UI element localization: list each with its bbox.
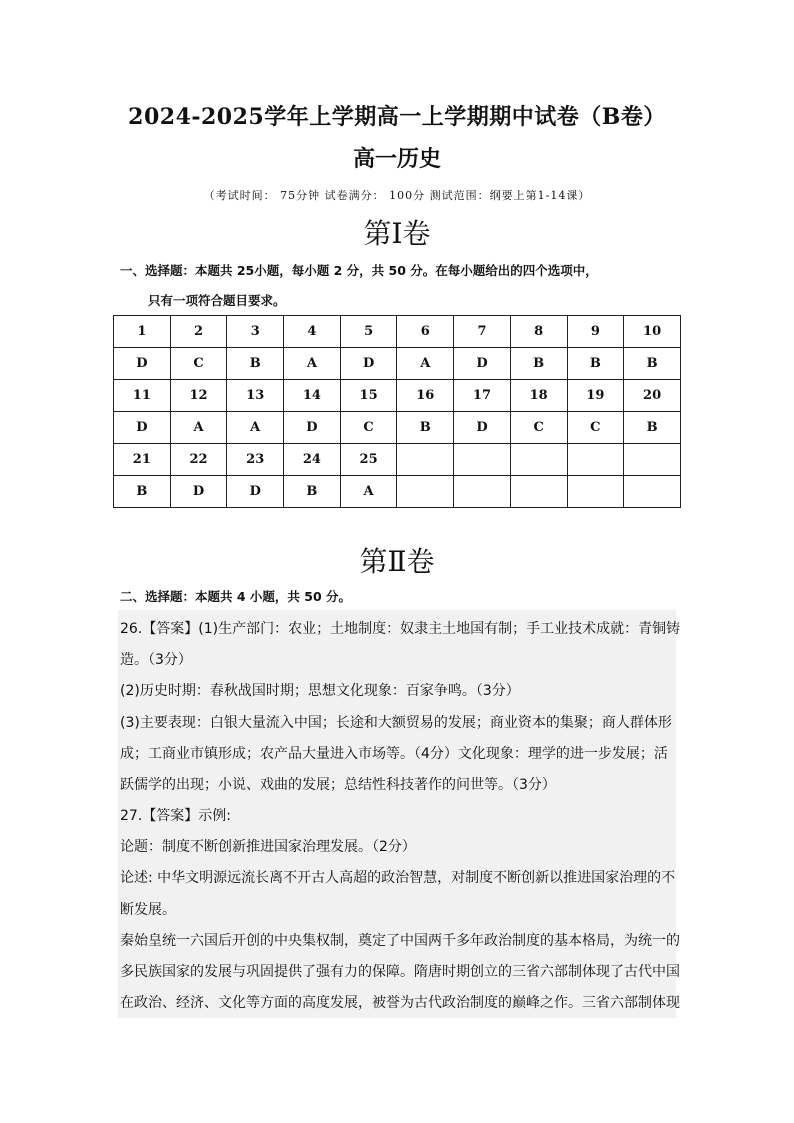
table-row xyxy=(114,380,681,412)
answer-cell: A xyxy=(170,412,227,444)
answer-cell: B xyxy=(397,412,454,444)
answer-cell: A xyxy=(227,412,284,444)
question-number-cell: 24 xyxy=(284,444,341,476)
answer-cell: A xyxy=(340,476,397,508)
answer-cell: C xyxy=(340,412,397,444)
answer-cell: B xyxy=(114,476,171,508)
question-number-cell: 18 xyxy=(510,380,567,412)
section-2-instruction: 二、选择题：本题共 4 小题，共 50 分。 xyxy=(120,589,352,604)
question-number-cell: 8 xyxy=(510,316,567,348)
volume-2-heading: 第Ⅱ卷 xyxy=(359,545,435,578)
question-number-cell: 4 xyxy=(284,316,341,348)
answer-cell: C xyxy=(170,348,227,380)
answer-line: 造。（3分） xyxy=(120,652,192,668)
question-number-cell: 11 xyxy=(114,380,171,412)
answer-cell: B xyxy=(567,348,624,380)
question-number-cell: 5 xyxy=(340,316,397,348)
table-row xyxy=(114,348,681,380)
table-row xyxy=(114,412,681,444)
answer-line: 跃儒学的出现；小说、戏曲的发展；总结性科技著作的问世等。（3分） xyxy=(120,777,556,793)
question-number-cell: 22 xyxy=(170,444,227,476)
question-number-cell: 20 xyxy=(624,380,681,412)
answer-cell: C xyxy=(567,412,624,444)
table-row xyxy=(114,476,681,508)
answer-cell: C xyxy=(510,412,567,444)
answer-cell xyxy=(510,476,567,508)
answer-line: 27.【答案】示例: xyxy=(120,808,231,824)
question-number-cell: 9 xyxy=(567,316,624,348)
question-number-cell xyxy=(567,444,624,476)
question-number-cell xyxy=(454,444,511,476)
question-number-cell: 15 xyxy=(340,380,397,412)
answer-cell: D xyxy=(114,412,171,444)
answer-cell: D xyxy=(284,412,341,444)
question-number-cell: 10 xyxy=(624,316,681,348)
question-number-cell: 16 xyxy=(397,380,454,412)
answer-cell xyxy=(397,476,454,508)
question-number-cell: 1 xyxy=(114,316,171,348)
question-number-cell: 25 xyxy=(340,444,397,476)
answer-table xyxy=(113,315,681,508)
answer-line: 论述: 中华文明源远流长离不开古人高超的政治智慧，对制度不断创新以推进国家治理的不 xyxy=(120,870,676,886)
question-number-cell xyxy=(397,444,454,476)
answer-cell: B xyxy=(510,348,567,380)
answer-cell: D xyxy=(340,348,397,380)
question-number-cell xyxy=(510,444,567,476)
answer-line: 多民族国家的发展与巩固提供了强有力的保障。隋唐时期创立的三省六部制体现了古代中国 xyxy=(120,964,680,980)
question-number-cell: 14 xyxy=(284,380,341,412)
answer-line: 成；工商业市镇形成；农产品大量进入市场等。（4分）文化现象：理学的进一步发展；活 xyxy=(120,746,668,762)
answer-cell: D xyxy=(114,348,171,380)
answer-line: 断发展。 xyxy=(120,902,176,918)
question-number-cell: 17 xyxy=(454,380,511,412)
answer-cell: B xyxy=(227,348,284,380)
table-row xyxy=(114,444,681,476)
subject-title: 高一历史 xyxy=(352,146,441,172)
answer-line: 26.【答案】(1)生产部门：农业；土地制度：奴隶主土地国有制；手工业技术成就：青铜铸 xyxy=(120,621,681,637)
answer-cell: A xyxy=(284,348,341,380)
volume-1-heading: 第Ⅰ卷 xyxy=(363,217,431,250)
answer-cell: D xyxy=(170,476,227,508)
answer-cell: D xyxy=(454,412,511,444)
question-number-cell: 13 xyxy=(227,380,284,412)
answer-line: (2)历史时期：春秋战国时期；思想文化现象：百家争鸣。（3分） xyxy=(120,683,520,699)
section-1-instruction-continued: 只有一项符合题目要求。 xyxy=(148,293,286,308)
question-number-cell: 23 xyxy=(227,444,284,476)
answer-cell: B xyxy=(284,476,341,508)
answer-cell: B xyxy=(624,348,681,380)
question-number-cell: 7 xyxy=(454,316,511,348)
question-number-cell xyxy=(624,444,681,476)
exam-info: （考试时间： 75分钟 试卷满分： 100分 测试范围：纲要上第1-14课） xyxy=(203,189,591,202)
answer-cell: A xyxy=(397,348,454,380)
answer-line: 在政治、经济、文化等方面的高度发展，被誉为古代政治制度的巅峰之作。三省六部制体现 xyxy=(120,995,680,1011)
answer-cell xyxy=(454,476,511,508)
answer-cell xyxy=(624,476,681,508)
answer-cell: D xyxy=(227,476,284,508)
section-1-instruction: 一、选择题：本题共 25小题，每小题 2 分，共 50 分。在每小题给出的四个选项中， xyxy=(120,263,598,278)
exam-title: 2024-2025学年上学期高一上学期期中试卷（B卷） xyxy=(128,104,666,130)
question-number-cell: 3 xyxy=(227,316,284,348)
answer-line: (3)主要表现：白银大量流入中国；长途和大额贸易的发展；商业资本的集聚；商人群体形 xyxy=(120,715,672,731)
question-number-cell: 21 xyxy=(114,444,171,476)
answer-cell xyxy=(567,476,624,508)
question-number-cell: 2 xyxy=(170,316,227,348)
question-number-cell: 19 xyxy=(567,380,624,412)
answer-line: 论题：制度不断创新推进国家治理发展。（2分） xyxy=(120,839,416,855)
table-row xyxy=(114,316,681,348)
question-number-cell: 6 xyxy=(397,316,454,348)
answer-line: 秦始皇统一六国后开创的中央集权制，奠定了中国两千多年政治制度的基本格局，为统一的 xyxy=(120,933,680,949)
answer-cell: B xyxy=(624,412,681,444)
answer-cell: D xyxy=(454,348,511,380)
question-number-cell: 12 xyxy=(170,380,227,412)
